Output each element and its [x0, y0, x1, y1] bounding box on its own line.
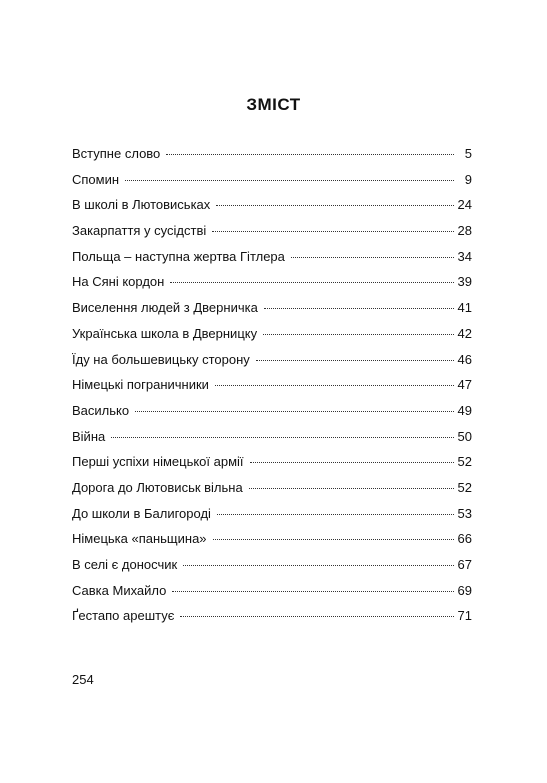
toc-entry [72, 274, 472, 300]
toc-entry [72, 608, 472, 634]
toc-entry-page: 42 [457, 325, 472, 341]
toc-entry-title: Польща – наступна жертва Гітлера [72, 248, 285, 264]
toc-entry-title: Німецька «паньщина» [72, 531, 207, 547]
dot-leader [216, 205, 453, 206]
toc-entry-title: Вступне слово [72, 146, 161, 161]
toc-entry-title: Закарпаття у сусідстві [72, 223, 207, 239]
toc-entry-title: Німецькі пограничники [72, 377, 209, 393]
table-of-contents [72, 146, 472, 634]
page-number: 254 [72, 672, 94, 687]
dot-leader [250, 462, 454, 463]
toc-entry [72, 454, 472, 480]
toc-entry [72, 583, 472, 609]
dot-leader [291, 257, 454, 258]
toc-entry [72, 506, 472, 532]
toc-entry-title: Савка Михайло [72, 582, 167, 598]
toc-entry-title: Спомин [72, 171, 120, 187]
toc-entry-page: 41 [457, 300, 472, 316]
dot-leader [125, 180, 454, 181]
toc-entry-page: 69 [457, 582, 472, 598]
toc-entry [72, 403, 472, 429]
dot-leader [135, 411, 453, 412]
toc-entry-title: В селі є доносчик [72, 557, 178, 572]
toc-entry-page: 50 [457, 428, 472, 444]
toc-entry-title: Перші успіхи німецької армії [72, 454, 244, 470]
toc-entry-title: Дорога до Лютовиськ вільна [72, 479, 243, 495]
dot-leader [170, 282, 453, 283]
toc-entry [72, 146, 472, 172]
dot-leader [180, 616, 453, 617]
dot-leader [263, 334, 453, 335]
toc-entry [72, 172, 472, 198]
dot-leader [264, 308, 454, 309]
toc-entry-title: Українська школа в Дверницку [72, 325, 258, 341]
toc-entry [72, 326, 472, 352]
toc-entry-title: Василько [72, 402, 130, 418]
dot-leader [111, 437, 453, 438]
toc-entry [72, 197, 472, 223]
toc-entry-page: 52 [457, 479, 472, 495]
toc-entry-page: 46 [457, 351, 472, 367]
toc-entry [72, 557, 472, 583]
toc-entry-title: Їду на большевицьку сторону [72, 351, 250, 367]
toc-entry-page: 28 [457, 223, 472, 239]
toc-entry-page: 9 [464, 171, 472, 187]
toc-entry [72, 300, 472, 326]
toc-entry-title: Ґестапо арештує [72, 608, 175, 624]
toc-entry-page: 5 [464, 146, 472, 161]
toc-entry [72, 480, 472, 506]
toc-entry [72, 223, 472, 249]
dot-leader [213, 539, 454, 540]
toc-entry-page: 49 [457, 402, 472, 418]
toc-entry-page: 47 [457, 377, 472, 393]
toc-entry-title: В школі в Лютовиськах [72, 197, 211, 213]
toc-entry-title: До школи в Балигороді [72, 505, 211, 521]
toc-entry-title: Виселення людей з Дверничка [72, 300, 258, 316]
toc-entry-page: 39 [457, 274, 472, 290]
dot-leader [166, 154, 454, 155]
dot-leader [212, 231, 453, 232]
toc-entry-title: Війна [72, 428, 106, 444]
toc-entry-page: 24 [457, 197, 472, 213]
toc-entry [72, 377, 472, 403]
toc-entry-page: 71 [457, 608, 472, 624]
page-title: ЗМІСТ [246, 95, 301, 114]
toc-entry-title: На Сяні кордон [72, 274, 165, 290]
toc-entry [72, 429, 472, 455]
toc-entry-page: 67 [457, 557, 472, 572]
toc-entry-page: 34 [457, 248, 472, 264]
dot-leader [256, 360, 454, 361]
toc-entry [72, 249, 472, 275]
toc-entry [72, 352, 472, 378]
dot-leader [249, 488, 454, 489]
toc-entry-page: 53 [457, 505, 472, 521]
toc-entry-page: 52 [457, 454, 472, 470]
dot-leader [172, 591, 453, 592]
dot-leader [183, 565, 453, 566]
dot-leader [217, 514, 454, 515]
dot-leader [215, 385, 454, 386]
toc-entry [72, 531, 472, 557]
toc-entry-page: 66 [457, 531, 472, 547]
